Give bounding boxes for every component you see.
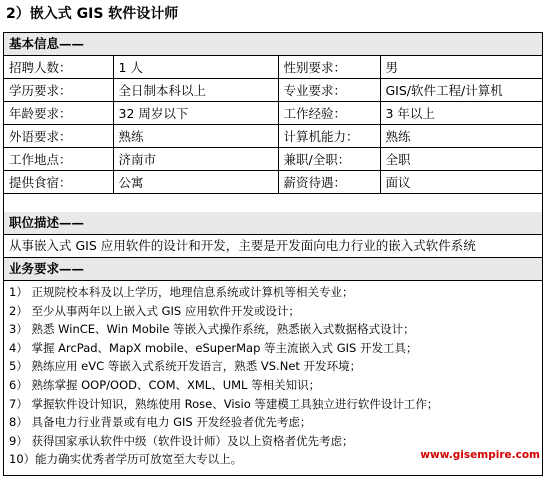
info-row [4, 102, 542, 125]
site-watermark: www.gisempire.com [420, 449, 540, 461]
info-label: 性别要求： [278, 56, 380, 79]
job-posting-table [3, 32, 543, 476]
basic-info-heading: 基本信息—— [4, 33, 542, 56]
requirement-item: 10）能力确实优秀者学历可放宽至大专以上。 [9, 452, 243, 467]
info-value: 熟练 [380, 125, 542, 148]
requirements-list [4, 283, 542, 469]
requirement-item: 6） 熟练掌握 OOP/OOD、COM、XML、UML 等相关知识； [9, 377, 321, 392]
requirement-item: 3） 熟悉 WinCE、Win Mobile 等嵌入式操作系统，熟悉嵌入式数据格式设计； [9, 322, 415, 337]
position-description-heading: 职位描述—— [4, 212, 542, 235]
info-label: 提供食宿： [4, 171, 113, 194]
basic-info-table [4, 56, 542, 194]
info-value: 男 [380, 56, 542, 79]
info-value: 32 周岁以下 [113, 102, 278, 125]
info-row [4, 79, 542, 102]
info-value: 公寓 [113, 171, 278, 194]
info-value: 面议 [380, 171, 542, 194]
requirement-item: 2） 至少从事两年以上嵌入式 GIS 应用软件开发或设计； [9, 303, 300, 318]
info-row [4, 56, 542, 79]
info-row [4, 125, 542, 148]
requirements-heading: 业务要求—— [4, 258, 542, 281]
info-label: 兼职/全职： [278, 148, 380, 171]
info-row [4, 171, 542, 194]
info-label: 工作经验： [278, 102, 380, 125]
info-label: 计算机能力： [278, 125, 380, 148]
info-label: 工作地点： [4, 148, 113, 171]
requirement-item: 4） 掌握 ArcPad、MapX mobile、eSuperMap 等主流嵌入式 GIS 开发工具； [9, 340, 418, 355]
requirement-item: 1） 正规院校本科及以上学历，地理信息系统或计算机等相关专业； [9, 285, 354, 299]
position-description-text: 从事嵌入式 GIS 应用软件的设计和开发，主要是开发面向电力行业的嵌入式软件系统 [4, 235, 542, 258]
info-value: GIS/软件工程/计算机 [380, 79, 542, 102]
info-value: 全职 [380, 148, 542, 171]
info-label: 薪资待遇： [278, 171, 380, 194]
info-value: 1 人 [113, 56, 278, 79]
requirement-item: 8） 具备电力行业背景或有电力 GIS 开发经验者优先考虑； [9, 415, 312, 430]
info-label: 专业要求： [278, 79, 380, 102]
info-value: 3 年以上 [380, 102, 542, 125]
requirement-item: 7） 掌握软件设计知识，熟练使用 Rose、Visio 等建模工具独立进行软件设计工作； [9, 396, 439, 411]
requirement-item: 9） 获得国家承认软件中级（软件设计师）及以上资格者优先考虑； [9, 433, 354, 448]
info-value: 全日制本科以上 [113, 79, 278, 102]
info-label: 学历要求： [4, 79, 113, 102]
info-label: 外语要求： [4, 125, 113, 148]
info-row [4, 148, 542, 171]
info-value: 熟练 [113, 125, 278, 148]
info-label: 招聘人数： [4, 56, 113, 79]
requirement-item: 5） 熟练应用 eVC 等嵌入式系统开发语言，熟悉 VS.Net 开发环境； [9, 359, 362, 374]
info-value: 济南市 [113, 148, 278, 171]
page-title: 2）嵌入式 GIS 软件设计师 [6, 6, 179, 22]
info-label: 年龄要求： [4, 102, 113, 125]
